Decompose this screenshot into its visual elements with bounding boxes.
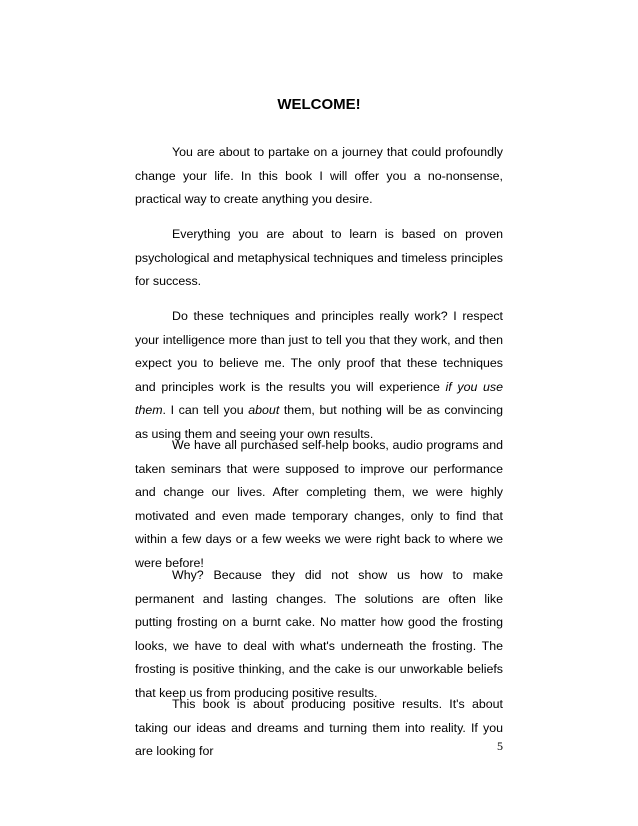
paragraph-1: You are about to partake on a journey that could profoundly change your life. In this book I will offer you a no-nonsense, practical way to create anything you desire.: [135, 145, 503, 207]
emphasis-text: if you use them: [135, 379, 503, 418]
paragraph-5: Why? Because they did not show us how to make permanent and lasting changes. The solutions are often like putting frosting on a burnt cake. No matter how good the frosting looks, we have to deal with what's underneath the frosting. The frosting is positive thinking, and the cake is our unworkable beliefs that keep us from producing positive results.: [135, 568, 503, 700]
page-title: WELCOME!: [277, 96, 361, 113]
emphasis-text: about: [248, 403, 280, 418]
paragraph-6: This book is about producing positive results. It's about taking our ideas and dreams and turning them into reality. If you are looking for: [135, 697, 503, 759]
paragraph-2: Everything you are about to learn is based on proven psychological and metaphysical techniques and timeless principles for success.: [135, 227, 503, 289]
page-number: 5: [497, 739, 503, 753]
paragraph-4: We have all purchased self-help books, audio programs and taken seminars that were supposed to improve our performance and change our lives. After completing them, we were highly motivated and even made temporary changes, only to find that within a few days or a few weeks we were right back to where we were before!: [135, 438, 503, 570]
paragraph-3: Do these techniques and principles really work? I respect your intelligence more than just to tell you that they work, and then expect you to believe me. The only proof that these techniques and principles work is the results you will experience if you use them. I can tell you about them, but nothing will be as convincing as using them and seeing your own results.: [135, 309, 503, 441]
